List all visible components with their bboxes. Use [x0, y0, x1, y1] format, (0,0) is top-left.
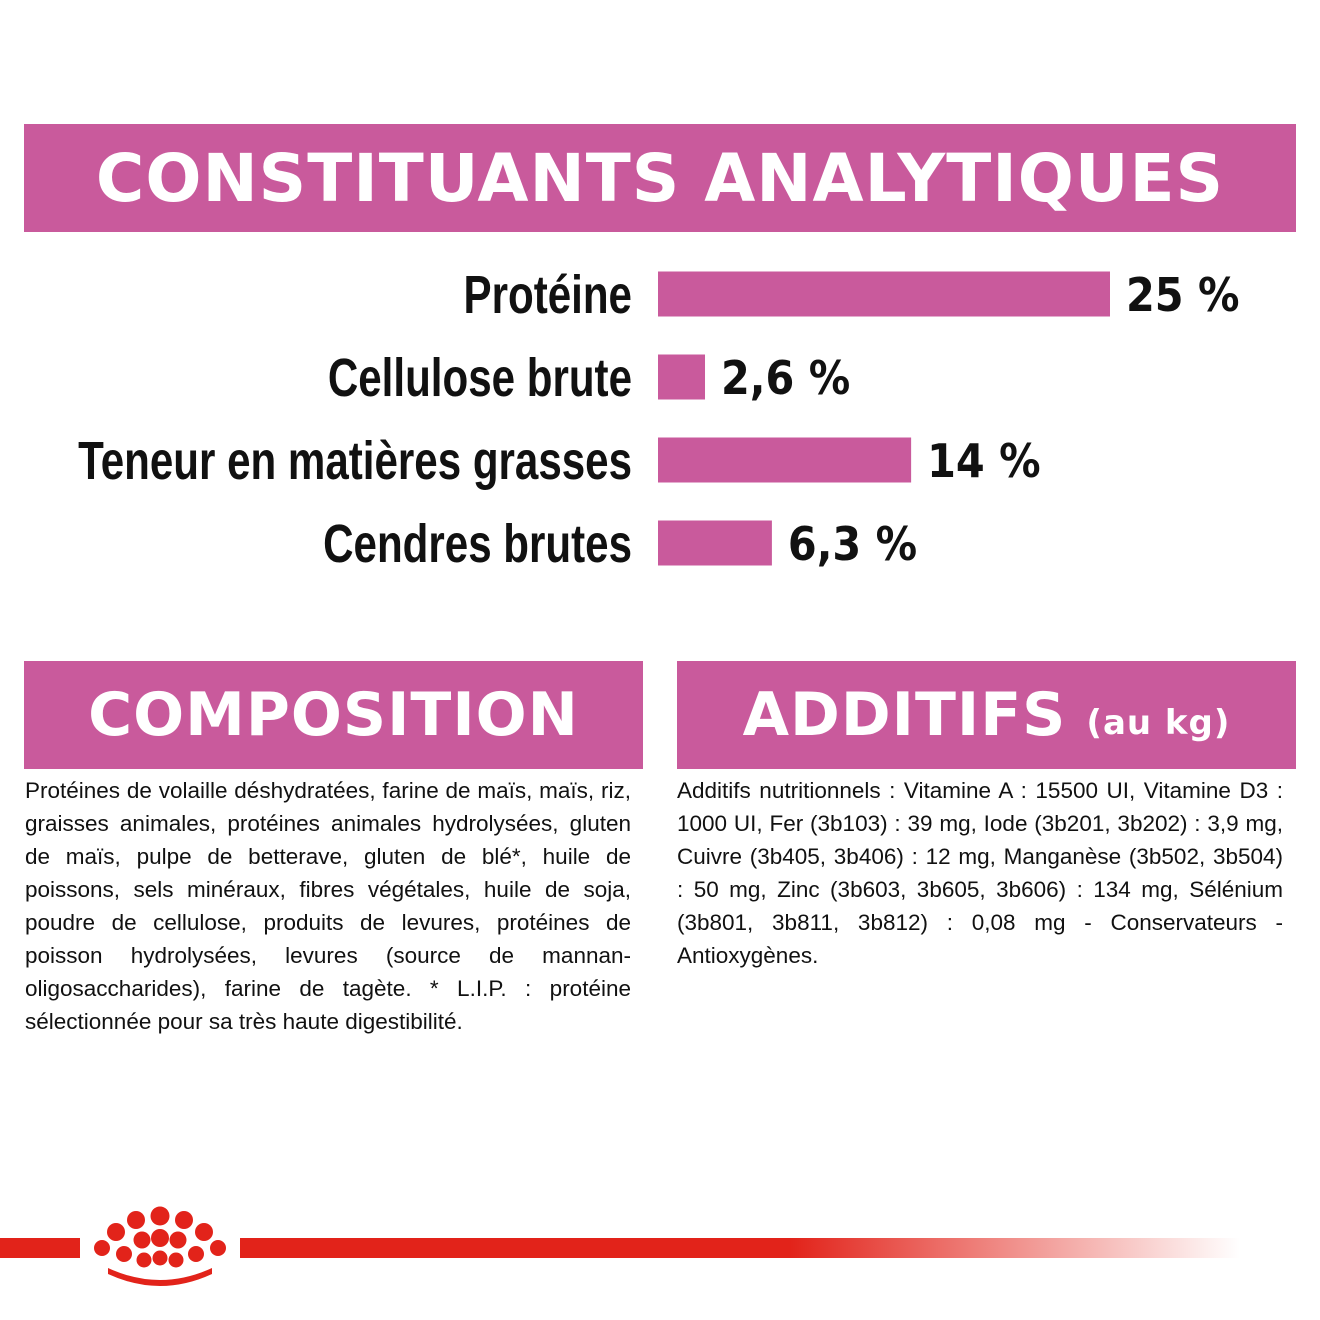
analytics-title: CONSTITUANTS ANALYTIQUES [95, 139, 1225, 217]
bar-category-label: Protéine [463, 265, 632, 326]
footer-line-left [0, 1238, 80, 1258]
additifs-unit: (au kg) [1086, 703, 1231, 743]
bar-value-label: 6,3 % [787, 517, 918, 572]
bar [658, 521, 772, 566]
composition-title: COMPOSITION [88, 680, 579, 750]
bar-value-label: 14 % [927, 434, 1041, 489]
bar-value-label: 2,6 % [721, 351, 851, 406]
composition-banner [24, 661, 643, 769]
additifs-banner [677, 661, 1296, 769]
bar [658, 272, 1110, 317]
bar-category-label: Teneur en matières grasses [78, 431, 632, 492]
nutrient-bar-chart [0, 250, 1320, 590]
crown-logo-icon [88, 1206, 232, 1286]
composition-text: Protéines de volaille déshydratées, farine de maïs, maïs, riz, graisses animales, protéines animales hydrolysées, gluten de maïs, pulpe de betterave, gluten de blé*, huile de poissons, sels minéraux, fibres végétales, huile de soja, poudre de cellulose, produits de levures, protéines de poisson hydrolysées, levures (source de mannan-oligosaccharides), farine de tagète. * L.I.P. : protéine sélectionnée pour sa très haute digestibilité. [25, 778, 631, 1034]
bar-value-label: 25 % [1126, 268, 1240, 323]
bar-category-label: Cellulose brute [327, 348, 632, 409]
bar [658, 438, 911, 483]
bar [658, 355, 705, 400]
additifs-title: ADDITIFS [742, 680, 1067, 750]
additifs-text: Additifs nutritionnels : Vitamine A : 15500 UI, Vitamine D3 : 1000 UI, Fer (3b103) : 39 mg, Iode (3b201, 3b202) : 3,9 mg, Cuivre (3b405, 3b406) : 12 mg, Manganèse (3b502, 3b504) : 50 mg, Zinc (3b603, 3b605, 3b606) : 134 mg, Sélénium (3b801, 3b811, 3b812) : 0,08 mg - Conservateurs - Antioxygènes. [677, 778, 1283, 968]
analytics-banner [24, 124, 1296, 232]
footer-line-right [240, 1238, 1240, 1258]
bar-category-label: Cendres brutes [323, 514, 632, 575]
